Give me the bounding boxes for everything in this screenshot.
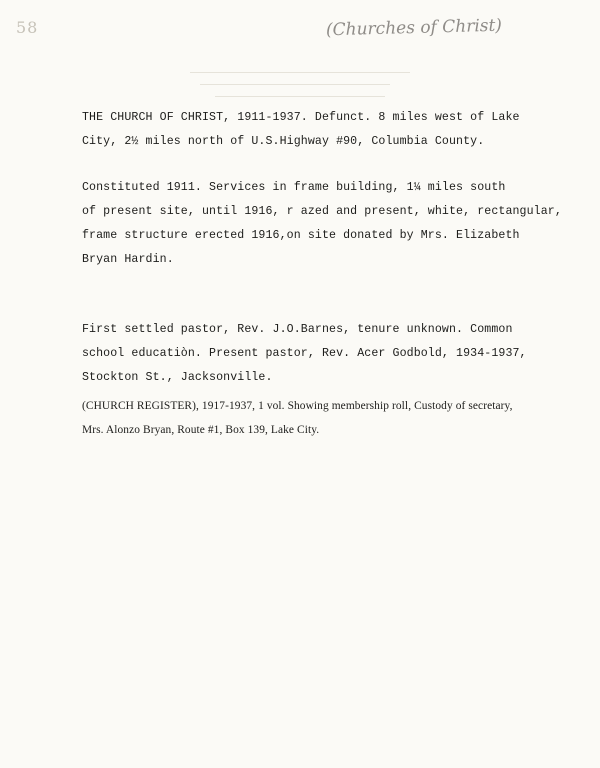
history-line: Bryan Hardin. (82, 253, 174, 266)
handwritten-note: (Churches of Christ) (325, 15, 503, 41)
register-line: Mrs. Alonzo Bryan, Route #1, Box 139, Lake City. (82, 424, 320, 436)
faint-bleed-through (200, 84, 390, 85)
history-line: frame structure erected 1916,on site donated by Mrs. Elizabeth (82, 229, 520, 242)
pastor-paragraph (82, 318, 592, 390)
history-paragraph (82, 176, 592, 272)
heading-line: THE CHURCH OF CHRIST, 1911-1937. Defunct. 8 miles west of Lake (82, 111, 520, 124)
corner-mark: 58 (16, 18, 39, 37)
register-line: (CHURCH REGISTER), 1917-1937, 1 vol. Showing membership roll, Custody of secretary, (82, 400, 513, 412)
history-line: of present site, until 1916, r azed and present, white, rectangular, (82, 205, 562, 218)
heading-paragraph (82, 106, 592, 154)
pastor-line: school educatiòn. Present pastor, Rev. Acer Godbold, 1934-1937, (82, 347, 527, 360)
pastor-line: Stockton St., Jacksonville. (82, 371, 273, 384)
pastor-line: First settled pastor, Rev. J.O.Barnes, tenure unknown. Common (82, 323, 513, 336)
register-paragraph (82, 394, 592, 442)
faint-bleed-through (215, 96, 385, 97)
heading-line: City, 2½ miles north of U.S.Highway #90, Columbia County. (82, 135, 485, 148)
faint-bleed-through (190, 72, 410, 73)
history-line: Constituted 1911. Services in frame building, 1¼ miles south (82, 181, 506, 194)
